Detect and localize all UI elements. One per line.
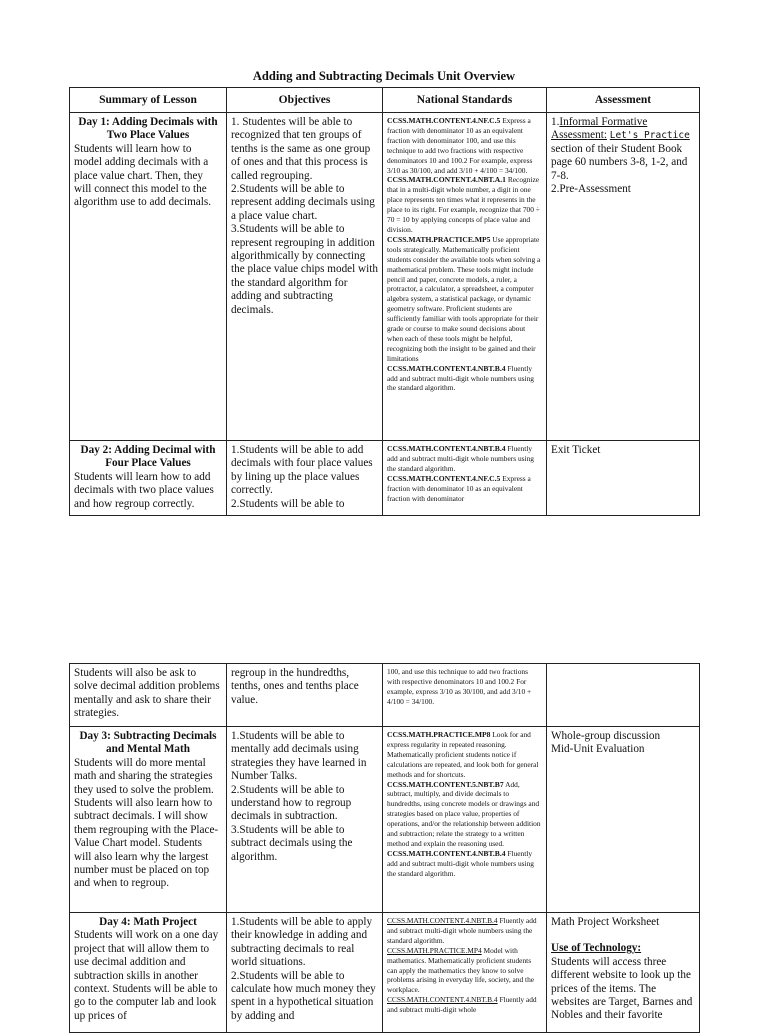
- table-row-day4: [70, 913, 700, 1033]
- day2-cont-standards: 100, and use this technique to add two fractions with respective denominators 10 and 100.2 For example, express 3/10 as 30/100, and add 3/10 + 4/100 = 34/100.: [387, 667, 532, 706]
- header-objectives: Objectives: [227, 88, 383, 113]
- day4-std-3-text: Fluently add and subtract multi-digit whole: [387, 995, 537, 1015]
- day1-assessment-item-2: 2.Pre-Assessment: [551, 183, 631, 196]
- day3-std-3-text: Fluently add and subtract multi-digit whole numbers using the standard algorithm.: [387, 848, 534, 878]
- table-row-day2-continued: [70, 664, 700, 727]
- day4-title: Day 4: Math Project: [99, 916, 197, 928]
- day4-summary: Students will work on a one day project that will allow them to use decimal addition and subtraction skills in another context. Students will be able to go to the computer lab and look up prices of: [74, 929, 219, 1022]
- day2-objectives-cell: [227, 441, 383, 516]
- day4-objective-2: 2.Students will be able to calculate how much money they spent in a hypothetical situation by adding and: [231, 969, 376, 1022]
- day1-summary: Students will learn how to model adding decimals with a place value chart. Then, they will connect this model to the algorithm use to add decimals.: [74, 142, 212, 209]
- day2-summary-cell: [70, 441, 227, 516]
- day2-assessment-cell: [547, 441, 700, 516]
- day1-std-3-text: Use appropriate tools strategically. Mathematically proficient students consider the available tools when solving a mathematical problem. These tools might include pencil and paper, concrete models, a ruler, a protractor, a calculator, a spreadsheet, a computer algebra system, a statistical package, or dynamic geometry software. Proficient students are sufficiently familiar with tools appropriate for their grade or course to make sound decisions about when each of these tools might be helpful, recognizing both the insight to be gained and their limitations: [387, 234, 541, 363]
- day3-assessment-cell: [547, 727, 700, 913]
- day1-title: Day 1: Adding Decimals with Two Place Values: [78, 116, 218, 142]
- day1-std-2-code: CCSS.MATH.CONTENT.4.NBT.A.1: [387, 175, 506, 185]
- day4-std-1-text: Fluently add and subtract multi-digit whole numbers using the standard algorithm.: [387, 916, 537, 945]
- day1-assessment-prefix: 1.: [551, 116, 560, 128]
- day2-objective-1: 1.Students will be able to add decimals with four place values by lining up the place values correctly.: [231, 444, 373, 497]
- day3-std-1-code: CCSS.MATH.PRACTICE.MP8: [387, 730, 491, 739]
- day2-objective-2: 2.Students will be able to: [231, 497, 345, 510]
- day3-objective-3: 3.Students will be able to subtract decimals using the algorithm.: [231, 823, 353, 863]
- informal-formative-link[interactable]: Informal Formative: [559, 116, 648, 128]
- day4-objectives-cell: [227, 913, 383, 1033]
- day2-std-1-text: Fluently add and subtract multi-digit whole numbers using the standard algorithm.: [387, 444, 534, 473]
- day1-objective-3: 3.Students will be able to represent regrouping in addition algorithmically by connecting the place value chips model with the standard algorithm for adding and subtracting decimals.: [231, 223, 378, 316]
- table-header-row: [70, 88, 700, 113]
- day2-cont-standards-cell: [383, 664, 547, 727]
- day1-std-4-code: CCSS.MATH.CONTENT.4.NBT.B.4: [387, 363, 506, 373]
- day4-assessment-1: Math Project Worksheet: [551, 916, 660, 928]
- day3-std-2-code: CCSS.MATH.CONTENT.5.NBT.B7: [387, 779, 504, 789]
- day3-std-3-code: CCSS.MATH.CONTENT.4.NBT.B.4: [387, 848, 506, 858]
- day2-cont-summary: Students will also be ask to solve decimal addition problems mentally and ask to share their strategies.: [74, 667, 220, 720]
- day1-objective-1: 1. Studentes will be able to recognized that ten groups of tenths is the same as one group of ones and that this process is called regrouping.: [231, 116, 371, 182]
- day3-summary: Students will do more mental math and sharing the strategies they used to solve the problem. Students will also learn how to subtract decimals. I will show them regrouping with the Place-Value Chart model. Students will also learn why the largest number must be placed on top and when to regroup.: [74, 756, 219, 890]
- day3-objective-2: 2.Students will be able to understand how to regroup decimals in subtraction.: [231, 783, 352, 823]
- day3-std-2-text: Add, subtract, multiply, and divide decimals to hundredths, using concrete models or drawings and strategies based on place value, properties of operations, and/or the relationship between addition and subtraction; relate the strategy to a written method and explain the reasoning used.: [387, 779, 541, 848]
- day4-std-2-text: Model with mathematics. Mathematically proficient students can apply the mathematics they know to solve problems arising in everyday life, society, and the workplace.: [387, 945, 535, 995]
- day1-objective-2: 2.Students will be able to represent adding decimals using a place value chart.: [231, 183, 375, 222]
- day1-std-4-text: Fluently add and subtract multi-digit whole numbers using the standard algorithm.: [387, 363, 534, 393]
- use-of-technology-label: Use of Technology:: [551, 942, 642, 955]
- day1-summary-cell: [70, 113, 227, 441]
- day3-title: Day 3: Subtracting Decimals and Mental Math: [79, 730, 217, 756]
- day3-assessment-2: Mid-Unit Evaluation: [551, 743, 645, 756]
- day4-standards-cell: [383, 913, 547, 1033]
- day4-summary-cell: [70, 913, 227, 1033]
- day1-assessment-cell: [547, 113, 700, 441]
- day4-objective-1: 1.Students will be able to apply their knowledge in adding and subtracting decimals to real world situations.: [231, 916, 373, 969]
- table-row-day2: [70, 441, 700, 516]
- day2-standards-cell: [383, 441, 547, 516]
- header-summary: Summary of Lesson: [70, 88, 227, 113]
- table-row-day3: [70, 727, 700, 913]
- assessment-link[interactable]: Assessment:: [551, 129, 607, 142]
- day3-objectives-cell: [227, 727, 383, 913]
- day2-summary: Students will learn how to add decimals with two place values and how regroup correctly.: [74, 470, 214, 510]
- header-assessment: Assessment: [547, 88, 700, 113]
- day2-std-2-text: Express a fraction with denominator 10 as an equivalent fraction with denominator: [387, 473, 531, 503]
- day4-std-1-code[interactable]: CCSS.MATH.CONTENT.4.NBT.B.4: [387, 916, 498, 925]
- lets-practice-link[interactable]: Let's Practice: [609, 130, 690, 142]
- table-row-day1: [70, 113, 700, 441]
- day3-objective-1: 1.Students will be able to mentally add decimals using strategies they have learned in Number Talks.: [231, 730, 367, 783]
- day3-standards-cell: [383, 727, 547, 913]
- day2-assessment: Exit Ticket: [551, 444, 601, 456]
- page-title: Adding and Subtracting Decimals Unit Overview: [252, 69, 516, 83]
- day1-std-2-text: Recognize that in a multi-digit whole number, a digit in one place represents ten times what it represents in the place to its right. For example, recognize that 700 ÷ 70 = 10 by applying concepts of place value and division.: [387, 175, 540, 234]
- day2-title: Day 2: Adding Decimal with Four Place Values: [80, 444, 216, 470]
- day4-assessment-cell: [547, 913, 700, 1033]
- unit-overview-table-page-1: [69, 87, 700, 516]
- day2-std-2-code: CCSS.MATH.CONTENT.4.NF.C.5: [387, 473, 501, 483]
- day2-std-1-code: CCSS.MATH.CONTENT.4.NBT.B.4: [387, 444, 506, 453]
- day2-cont-objectives-cell: [227, 664, 383, 727]
- day1-objectives-cell: [227, 113, 383, 441]
- unit-overview-table-page-2: [69, 663, 700, 1033]
- day4-std-3-code[interactable]: CCSS.MATH.CONTENT.4.NBT.B.4: [387, 995, 498, 1005]
- day1-std-3-code: CCSS.MATH.PRACTICE.MP5: [387, 234, 491, 244]
- day3-std-1-text: Look for and express regularity in repeated reasoning. Mathematically proficient students notice if calculations are repeated, and look both for general methods and for shortcuts.: [387, 730, 539, 779]
- use-of-technology-text: Students will access three different website to look up the prices of the items. The websites are Target, Barnes and Nobles and their favorite: [551, 955, 693, 1022]
- day2-cont-assessment-cell: [547, 664, 700, 727]
- day1-std-1-text: Express a fraction with denominator 10 as an equivalent fraction with denominator 100, and use this technique to add two fractions with respective denominators 10 and 100.2 For example, express 3/10 as 30/100, and add 3/10 + 4/100 = 34/100.: [387, 116, 533, 175]
- day1-assessment-rest: section of their Student Book page 60 numbers 3-8, 1-2, and 7-8.: [551, 142, 688, 182]
- day2-cont-summary-cell: [70, 664, 227, 727]
- day2-cont-objectives: regroup in the hundredths, tenths, ones and tenths place value.: [231, 667, 359, 706]
- header-standards: National Standards: [383, 88, 547, 113]
- day3-summary-cell: [70, 727, 227, 913]
- day4-std-2-code[interactable]: CCSS.MATH.PRACTICE.MP4: [387, 945, 482, 955]
- day1-std-1-code: CCSS.MATH.CONTENT.4.NF.C.5: [387, 116, 501, 125]
- day3-assessment-1: Whole-group discussion: [551, 730, 661, 742]
- day1-standards-cell: [383, 113, 547, 441]
